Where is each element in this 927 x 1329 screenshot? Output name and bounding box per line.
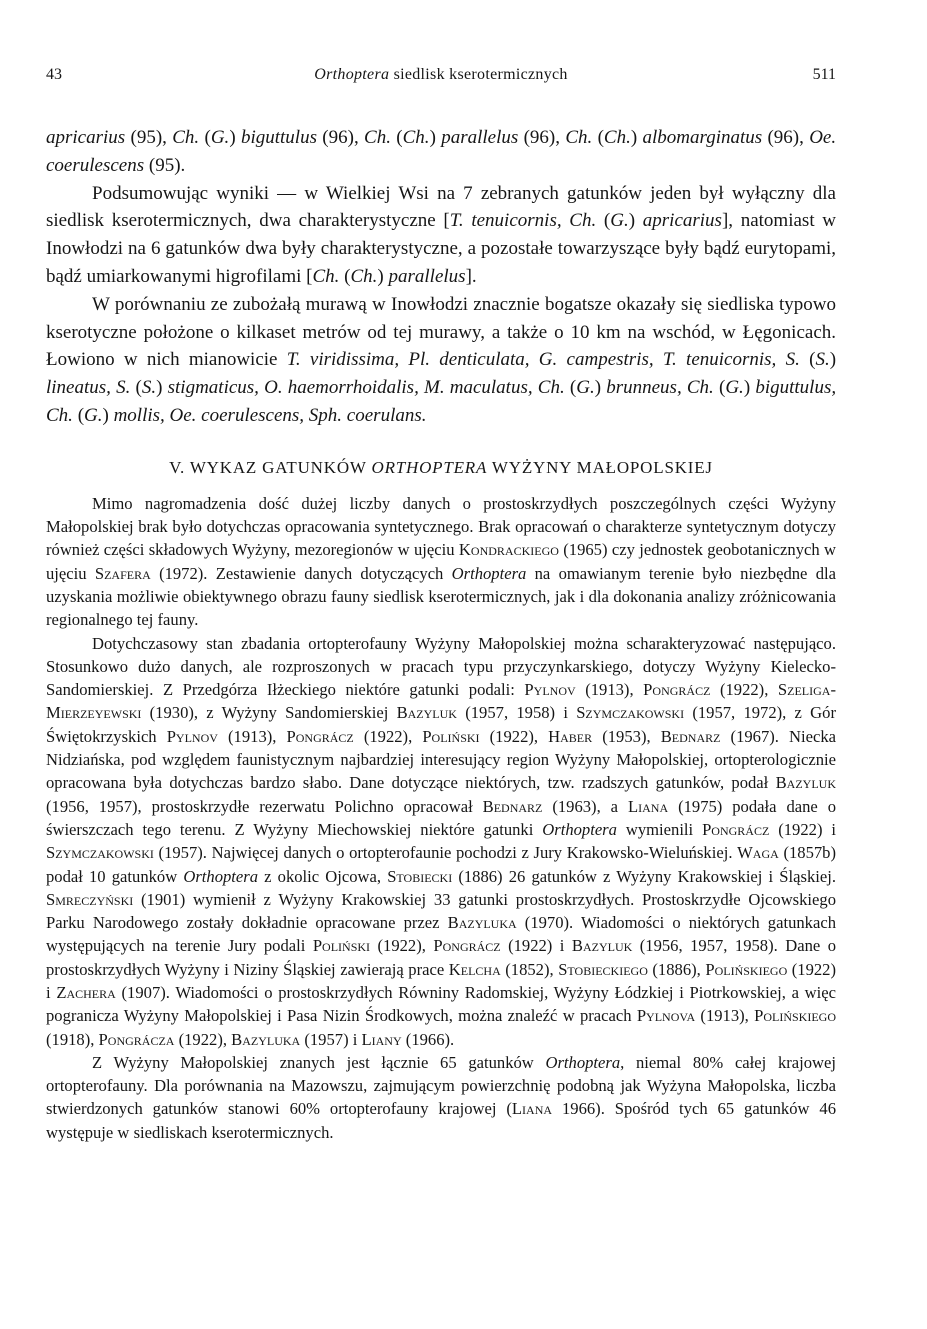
text-run: (1922) i	[769, 819, 836, 839]
text-run: )	[429, 127, 442, 148]
text-run: Z Wyżyny Małopolskiej znanych jest łącznie 65 gatunków	[92, 1052, 546, 1072]
author-name: Smreczyński	[46, 889, 134, 909]
text-run: (	[130, 377, 142, 399]
italic-term: G.	[725, 377, 744, 399]
paragraph-continued	[46, 124, 836, 180]
text-run: ].	[465, 265, 477, 287]
text-run: (1957, 1972), z Gór Świętokrzyskich	[46, 703, 836, 746]
text-run: (1886) 26 gatunków z Wyżyny Krakowskiej i Śląskiej.	[452, 866, 836, 886]
italic-term: S.	[815, 349, 830, 371]
text-run: )	[156, 377, 168, 399]
paragraph-comparison	[46, 291, 836, 430]
italic-term: biguttulus, Ch.	[46, 377, 837, 426]
italic-term: Ch.	[565, 127, 593, 148]
author-name: Bednarz	[660, 726, 721, 746]
italic-term: T. viridissima, Pl. denticulata, G. campestris, T. tenuicornis, S.	[286, 349, 800, 371]
text-run: (1918),	[46, 1029, 99, 1049]
italic-term: G.	[84, 404, 103, 426]
italic-term: Ch.	[172, 127, 200, 148]
author-name: Bazyluk	[571, 936, 633, 956]
section-heading	[46, 457, 836, 479]
text-run: (1953),	[592, 726, 661, 746]
text-run: (96),	[518, 127, 566, 148]
text-run: )	[594, 377, 607, 399]
italic-term: Ch.	[312, 265, 340, 287]
text-run: (	[199, 127, 211, 148]
author-name: Szymczakowski	[46, 843, 154, 863]
running-title-italic: Orthoptera	[314, 66, 390, 83]
italic-term: Orthoptera	[545, 1052, 621, 1072]
text-run: (1922),	[370, 936, 434, 956]
author-name: Kondrackiego	[458, 540, 559, 560]
author-name: Liana	[511, 1099, 553, 1119]
author-name: Polińskiego	[705, 959, 788, 979]
author-name: Pylnova	[636, 1006, 696, 1026]
text-run: (1922),	[479, 726, 549, 746]
text-run: (1956, 1957, 1958). Dane o prostoskrzydłych Wyżyny i Niziny Śląskiej zawierają prace	[46, 936, 837, 979]
italic-term: S.	[141, 377, 157, 399]
author-name: Bazyluka	[447, 913, 517, 933]
section-heading-italic: ORTHOPTERA	[371, 457, 488, 477]
text-run: (96),	[762, 127, 810, 148]
text-run: (	[339, 265, 351, 287]
text-run: wymienili	[616, 819, 703, 839]
author-name: Liany	[361, 1029, 402, 1049]
running-title	[46, 66, 836, 84]
text-run: na omawianym terenie było niezbędne dla uzyskania możliwie obiektywnego obrazu fauny siedlisk kserotermicznych, jak i dla dokonania analizy zróżnicowania regionalnego tej fauny.	[46, 563, 836, 630]
text-run: (1965) czy jednostek geobotanicznych w ujęciu	[46, 540, 836, 583]
author-name: Pongrácz	[643, 680, 711, 700]
text-run: )	[743, 377, 756, 399]
text-run: )	[630, 127, 643, 148]
text-run: 1966). Spośród tych 65 gatunków 46 występuje w siedliskach kserotermicznych.	[46, 1099, 837, 1142]
author-name: Bednarz	[482, 796, 543, 816]
text-run: (1913),	[217, 726, 287, 746]
section-heading-b: WYŻYNY MAŁOPOLSKIEJ	[487, 457, 713, 477]
text-run: (95).	[144, 154, 186, 176]
text-run: (1967). Niecka Nidziańska, pod względem faunistycznym najbardziej interesujący region Wyżyny Małopolskiej, ortopterologicznie opracowana była dotychczas bardzo słabo. Dane dotyczące niektórych, tzw. rzadszych gatunków, podał	[46, 726, 837, 793]
author-name: Pongrácz	[433, 936, 501, 956]
text-run: (1901) wymienił z Wyżyny Krakowskiej 33 gatunki prostoskrzydłych. Prostoskrzydłe Ojcowskiego Parku Narodowego zostały dokładnie opracowane przez	[46, 889, 836, 933]
text-run: , niemal 80% całej krajowej ortopterofauny. Dla porównania na Mazowszu, zajmującym powierzchnię podobną jak Wyżyna Małopolska, liczba stwierdzonych gatunków stanowi 60% ortopterofauny krajowej (	[46, 1052, 837, 1119]
text-run: (1970). Wiadomości o niektórych gatunkach występujących na terenie Jury podali	[46, 913, 836, 956]
text-run: )	[829, 349, 837, 371]
author-name: Pongrácz	[702, 819, 770, 839]
author-name: Kelcha	[448, 959, 501, 979]
text-run: (1922),	[353, 726, 423, 746]
italic-term: Ch.	[350, 265, 378, 287]
text-run: (	[72, 404, 85, 426]
text-run: (1852),	[500, 959, 559, 979]
italic-term: Ch.	[603, 127, 631, 148]
text-run: (1922) i	[46, 959, 837, 1002]
italic-term: Orthoptera	[183, 866, 259, 886]
italic-term: G.	[610, 210, 629, 232]
italic-term: apricarius	[46, 127, 126, 148]
page-number-left: 43	[46, 66, 62, 83]
running-header	[46, 66, 836, 92]
italic-term: lineatus, S.	[46, 377, 131, 399]
author-name: Pongrácza	[98, 1029, 175, 1049]
text-run: (1957) i	[300, 1029, 362, 1049]
text-run: (1857b) podał 10 gatunków	[46, 843, 836, 886]
author-name: Pongrácz	[286, 726, 354, 746]
text-run: (1975) podała dane o świerszczach tego terenu. Z Wyżyny Miechowskiej niektóre gatunki	[46, 796, 837, 839]
text-run: (1922),	[710, 680, 778, 700]
text-run: (1957). Najwięcej danych o ortopterofaunie pochodzi z Jury Krakowsko-Wieluńskiej.	[153, 843, 738, 863]
text-run: )	[377, 265, 389, 287]
italic-term: parallelus	[388, 265, 466, 287]
italic-term: brunneus, Ch.	[606, 377, 714, 399]
text-run: (1966).	[401, 1029, 455, 1049]
author-name: Haber	[548, 726, 593, 746]
text-run: (	[592, 127, 604, 148]
text-run: (1913),	[575, 680, 644, 700]
author-name: Polińskiego	[754, 1006, 836, 1026]
text-run: )	[102, 404, 114, 426]
text-run: (1886),	[647, 959, 706, 979]
italic-term: G.	[576, 377, 595, 399]
text-run: Mimo nagromadzenia dość dużej liczby danych o prostoskrzydłych poszczególnych części Wyżyny Małopolskiej brak było dotychczas opracowania syntetycznego. Brak opracowań o charakterze syntetycznym dotyczy również części składowych Wyżyny, mezoregionów w ujęciu	[46, 493, 836, 560]
text-run: (96),	[316, 127, 365, 148]
text-run: (1956, 1957), prostoskrzydłe rezerwatu Polichno opracował	[46, 796, 483, 816]
author-name: Zachera	[56, 983, 116, 1002]
author-name: Pylnov	[166, 726, 218, 746]
italic-term: Oe. coerulescens	[46, 127, 837, 176]
text-run: (1913),	[695, 1006, 755, 1026]
author-name: Stobiecki	[387, 866, 453, 886]
paragraph-species-count	[46, 1051, 836, 1144]
author-name: Liana	[627, 796, 669, 816]
italic-term: Orthoptera	[451, 563, 527, 583]
italic-term: Ch.	[402, 127, 430, 148]
text-run: (	[799, 349, 816, 371]
text-run: (1922) i	[500, 936, 572, 956]
author-name: Bazyluka	[231, 1029, 301, 1049]
author-name: Poliński	[422, 726, 480, 746]
text-run: z okolic Ojcowa,	[258, 866, 388, 886]
italic-term: apricarius	[642, 210, 722, 232]
text-run: )	[229, 127, 241, 148]
text-run: (	[596, 210, 611, 232]
text-run: (1930), z Wyżyny Sandomierskiej	[141, 703, 397, 723]
section-heading-a: V. WYKAZ GATUNKÓW	[169, 457, 372, 477]
page-number-right: 511	[812, 66, 836, 83]
italic-term: stigmaticus, O. haemorrhoidalis, M. maculatus, Ch.	[167, 377, 565, 399]
italic-term: Ch.	[364, 127, 391, 148]
text-run: (1963), a	[542, 796, 628, 816]
italic-term: G.	[210, 127, 230, 148]
text-run: W porównaniu ze zubożałą murawą w Inowłodzi znacznie bogatsze okazały się siedliska typowo kserotyczne położone o kilkaset metrów od tej murawy, a także o 10 km na wschód, w Łęgonicach. Łowiono w nich mianowicie	[46, 293, 836, 371]
author-name: Waga	[737, 843, 779, 863]
author-name: Szymczakowski	[576, 703, 685, 723]
author-name: Szafera	[94, 563, 151, 583]
body-text	[46, 124, 836, 1144]
italic-term: albomarginatus	[642, 127, 763, 148]
text-run: (95),	[125, 127, 173, 148]
paragraph-summary	[46, 180, 836, 291]
author-name: Pylnov	[524, 680, 576, 700]
italic-term: parallelus	[441, 127, 519, 148]
text-run: ], natomiast w Inowłodzi na 6 gatunków dwa były charakterystyczne, a pozostałe towarzyszące były bądź eurytopami, bądź umiarkowanymi higrofilami [	[46, 210, 837, 287]
author-name: Bazyluk	[396, 703, 457, 723]
author-name: Bazyluk	[775, 773, 836, 793]
paragraph-research-state	[46, 632, 836, 1051]
italic-term: mollis, Oe. coerulescens, Sph. coerulans.	[113, 404, 427, 426]
italic-term: T. tenuicornis, Ch.	[449, 210, 597, 232]
text-run: (1922),	[174, 1029, 232, 1049]
text-run: (	[564, 377, 577, 399]
author-name: Stobieckiego	[558, 959, 648, 979]
text-run: Dotychczasowy stan zbadania ortopterofauny Wyżyny Małopolskiej można scharakteryzować następująco. Stosunkowo dużo danych, ale rozproszonych w pracach typu przyczynkarskiego, dotyczy Wyżyny Kielecko-Sandomierskiej. Z Przedgórza Iłżeckiego niektóre gatunki podali:	[46, 633, 836, 700]
author-name: Szeliga-Mierzeyewski	[46, 680, 836, 723]
text-run: (1957, 1958) i	[456, 703, 577, 723]
author-name: Poliński	[312, 936, 371, 956]
text-run: (1907). Wiadomości o prostoskrzydłych Równiny Radomskiej, Wyżyny Łódzkiej i Piotrkowskiej, a więc pogranicza Wyżyny Małopolskiej i Pasa Nizin Środkowych, można znaleźć w pracach	[46, 983, 836, 1026]
text-run: Podsumowując wyniki — w Wielkiej Wsi na 7 zebranych gatunków jeden był wyłączny dla siedlisk kserotermicznych, dwa charakterystyczne [	[46, 182, 836, 232]
paragraph-intro	[46, 492, 836, 632]
text-run: (1972). Zestawienie danych dotyczących	[150, 563, 452, 583]
running-title-rest: siedlisk kserotermicznych	[389, 66, 568, 83]
italic-term: Orthoptera	[542, 819, 617, 839]
italic-term: biguttulus	[240, 127, 317, 148]
text-run: (	[390, 127, 403, 148]
text-run: (	[713, 377, 726, 399]
text-run: )	[628, 210, 643, 232]
